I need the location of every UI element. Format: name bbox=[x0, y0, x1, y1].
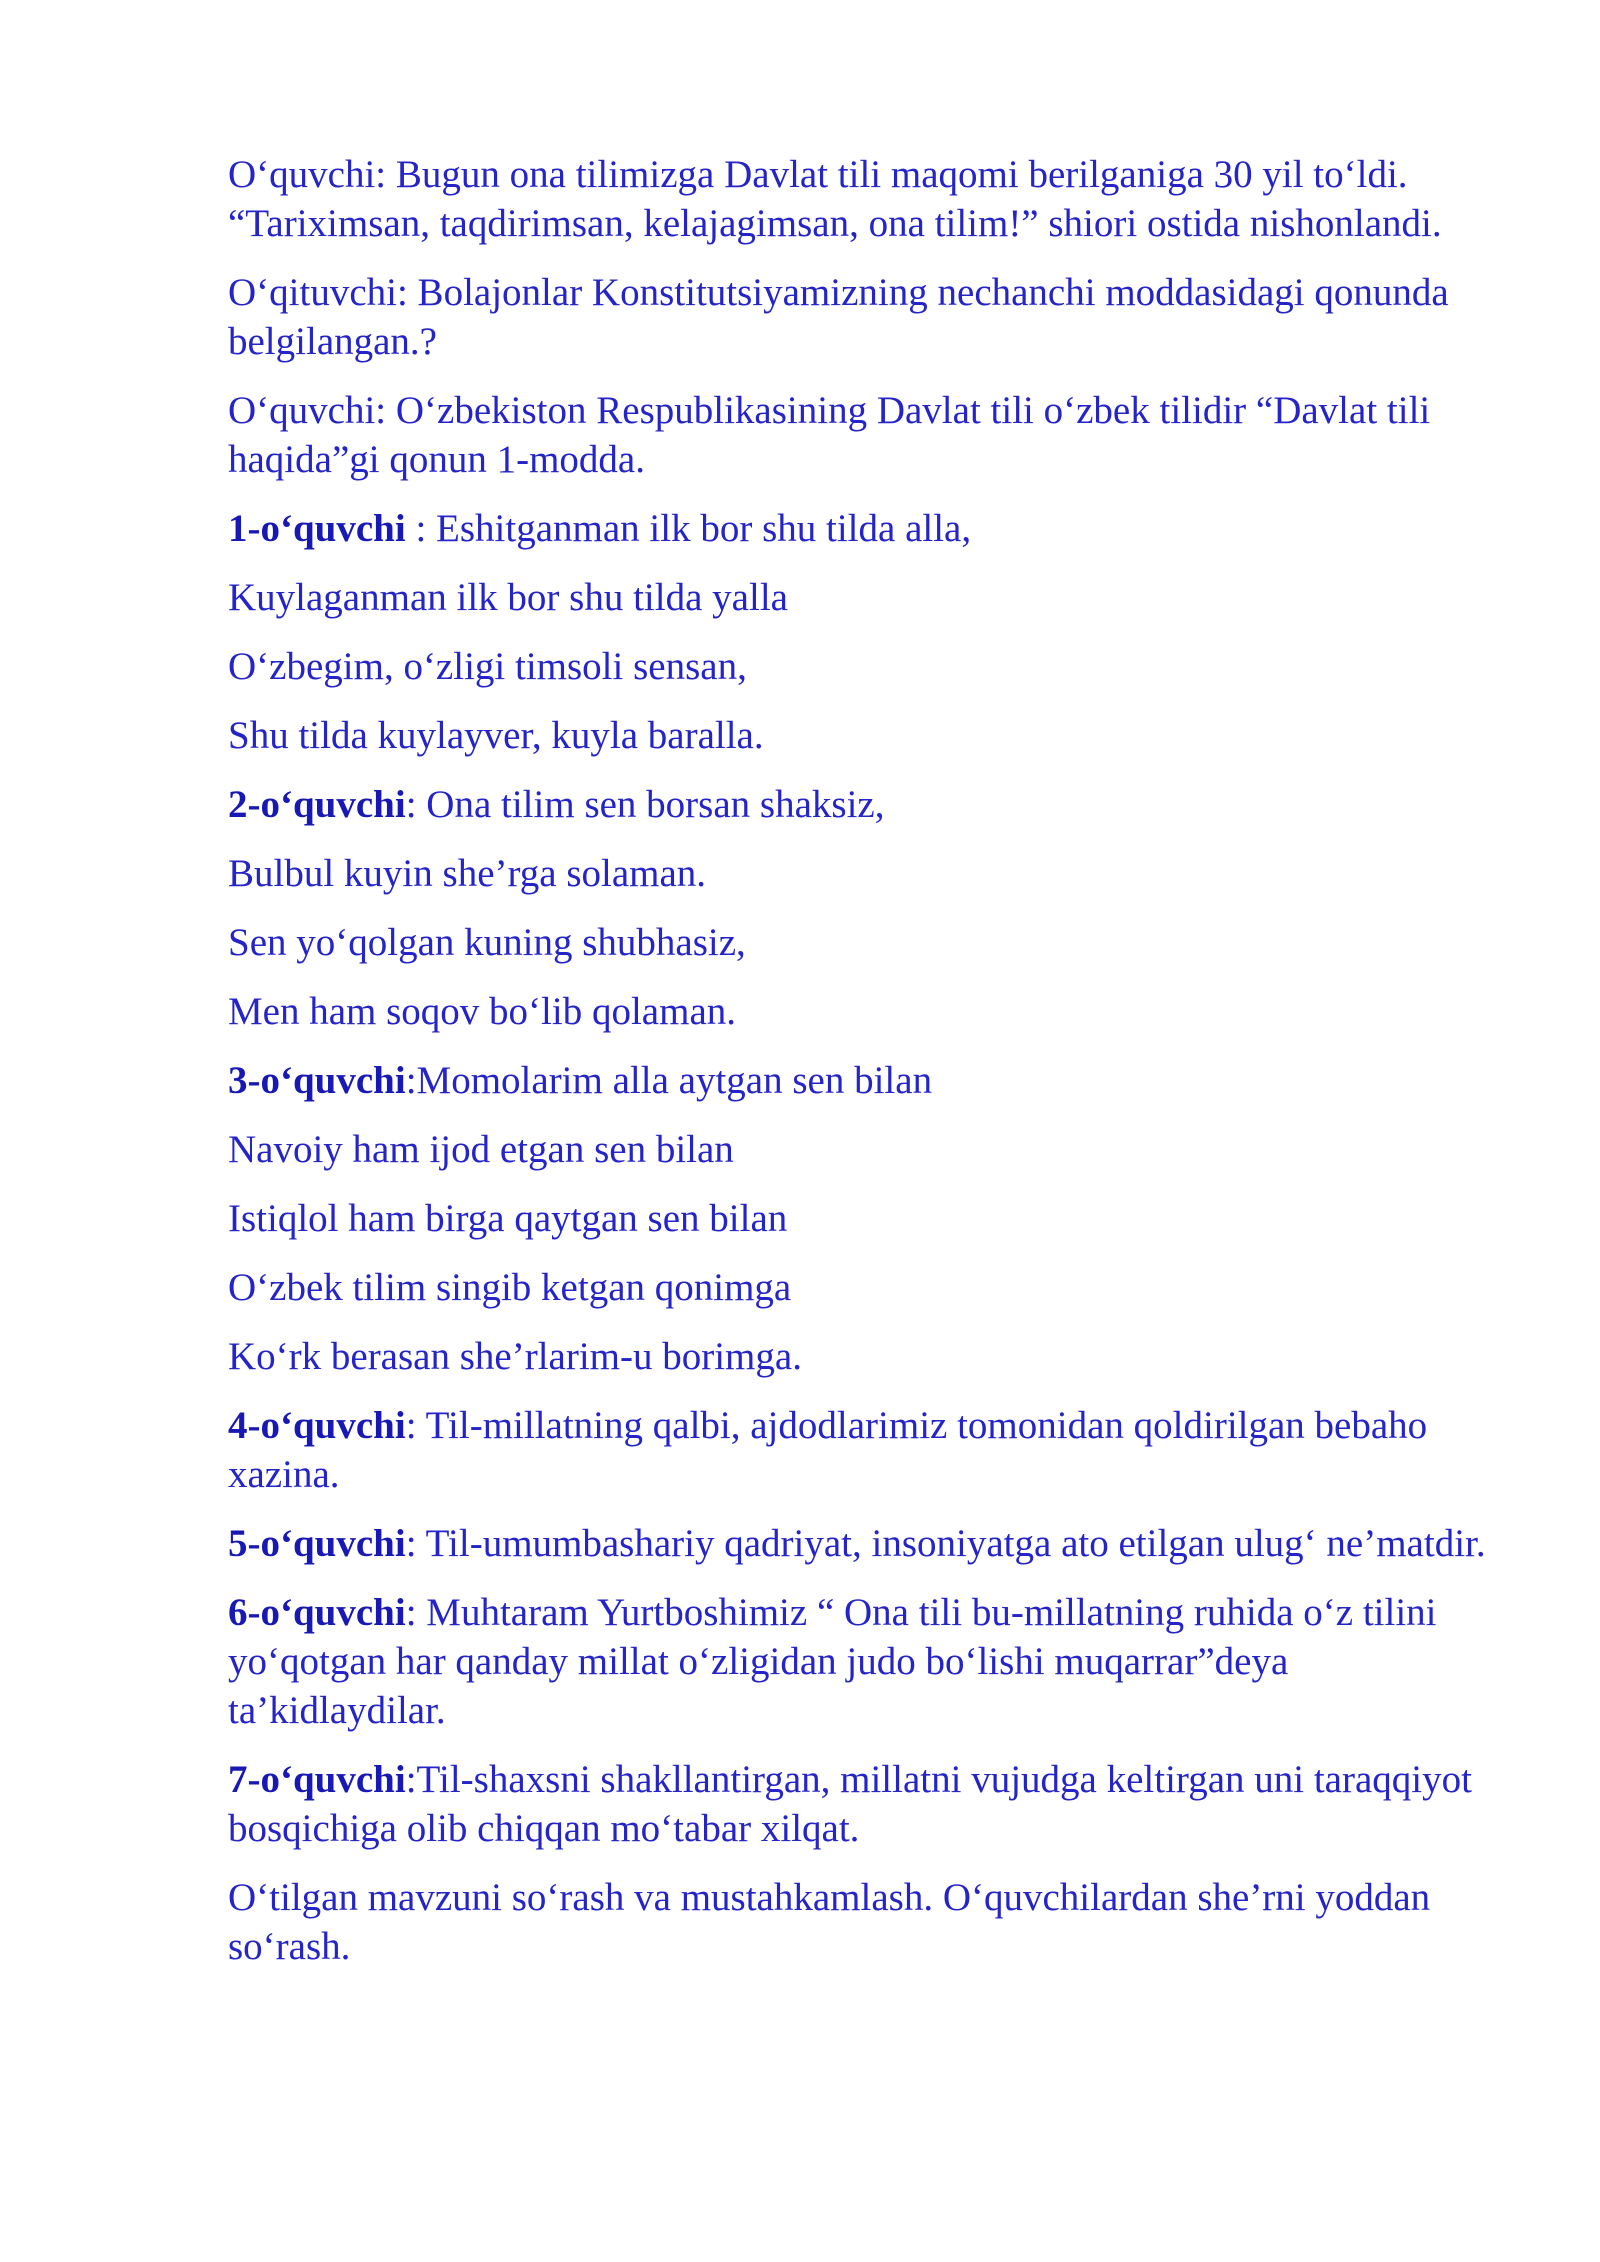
paragraph bbox=[228, 987, 1488, 1036]
paragraph bbox=[228, 573, 1488, 622]
paragraph bbox=[228, 1401, 1488, 1499]
paragraph bbox=[228, 268, 1488, 366]
paragraph-text: Bulbul kuyin she’rga solaman. bbox=[228, 852, 707, 895]
paragraph-text: O‘zbek tilim singib ketgan qonimga bbox=[228, 1266, 792, 1309]
paragraph bbox=[228, 1194, 1488, 1243]
paragraph bbox=[228, 386, 1488, 484]
paragraph-text: O‘qituvchi: Bolajonlar Konstitutsiyamizning nechanchi moddasidagi qonunda belgilangan.? bbox=[228, 271, 1449, 363]
paragraph bbox=[228, 1519, 1488, 1568]
paragraph bbox=[228, 1588, 1488, 1735]
paragraph-text: : Til-umumbashariy qadriyat, insoniyatga ato etilgan ulug‘ ne’matdir. bbox=[405, 1522, 1486, 1565]
paragraph-text: Kuylaganman ilk bor shu tilda yalla bbox=[228, 576, 788, 619]
paragraph bbox=[228, 1755, 1488, 1853]
paragraph bbox=[228, 711, 1488, 760]
paragraph-text: Navoiy ham ijod etgan sen bilan bbox=[228, 1128, 734, 1171]
speaker-label: 6-o‘quvchi bbox=[228, 1591, 406, 1634]
speaker-label: 2-o‘quvchi bbox=[228, 783, 406, 826]
paragraph bbox=[228, 1263, 1488, 1312]
paragraph-text: : Ona tilim sen borsan shaksiz, bbox=[405, 783, 885, 826]
paragraph bbox=[228, 1332, 1488, 1381]
paragraph bbox=[228, 780, 1488, 829]
paragraph-text: O‘tilgan mavzuni so‘rash va mustahkamlash. O‘quvchilardan she’rni yoddan so‘rash. bbox=[228, 1876, 1431, 1968]
speaker-label: 3-o‘quvchi bbox=[228, 1059, 406, 1102]
paragraph bbox=[228, 150, 1488, 248]
paragraph-text: : Eshitganman ilk bor shu tilda alla, bbox=[405, 507, 972, 550]
paragraph-text: :Til-shaxsni shakllantirgan, millatni vujudga keltirgan uni taraqqiyot bosqichiga olib chiqqan mo‘tabar xilqat. bbox=[228, 1758, 1472, 1850]
paragraph-text: Istiqlol ham birga qaytgan sen bilan bbox=[228, 1197, 788, 1240]
paragraph bbox=[228, 849, 1488, 898]
paragraph bbox=[228, 642, 1488, 691]
paragraph bbox=[228, 918, 1488, 967]
paragraph-text: : Muhtaram Yurtboshimiz “ Ona tili bu-millatning ruhida o‘z tilini yo‘qotgan har qanday millat o‘zligidan judo bo‘lishi muqarrar”deya ta’kidlaydilar. bbox=[228, 1591, 1437, 1732]
paragraph bbox=[228, 1056, 1488, 1105]
paragraph-text: : Til-millatning qalbi, ajdodlarimiz tomonidan qoldirilgan bebaho xazina. bbox=[228, 1404, 1428, 1496]
document-page bbox=[228, 150, 1488, 1991]
paragraph-text: O‘quvchi: Bugun ona tilimizga Davlat tili maqomi berilganiga 30 yil to‘ldi. “Tariximsan, taqdirimsan, kelajagimsan, ona tilim!” shiori ostida nishonlandi. bbox=[228, 153, 1442, 245]
paragraph-text: Men ham soqov bo‘lib qolaman. bbox=[228, 990, 737, 1033]
speaker-label: 5-o‘quvchi bbox=[228, 1522, 406, 1565]
speaker-label: 7-o‘quvchi bbox=[228, 1758, 406, 1801]
paragraph-text: :Momolarim alla aytgan sen bilan bbox=[405, 1059, 933, 1102]
paragraph-text: Ko‘rk berasan she’rlarim-u borimga. bbox=[228, 1335, 802, 1378]
paragraph-text: O‘zbegim, o‘zligi timsoli sensan, bbox=[228, 645, 747, 688]
paragraph bbox=[228, 1873, 1488, 1971]
speaker-label: 1-o‘quvchi bbox=[228, 507, 406, 550]
paragraph-text: O‘quvchi: O‘zbekiston Respublikasining Davlat tili o‘zbek tilidir “Davlat tili haqida”gi qonun 1-modda. bbox=[228, 389, 1431, 481]
speaker-label: 4-o‘quvchi bbox=[228, 1404, 406, 1447]
paragraph bbox=[228, 1125, 1488, 1174]
paragraph-text: Sen yo‘qolgan kuning shubhasiz, bbox=[228, 921, 746, 964]
paragraph bbox=[228, 504, 1488, 553]
paragraph-text: Shu tilda kuylayver, kuyla baralla. bbox=[228, 714, 764, 757]
